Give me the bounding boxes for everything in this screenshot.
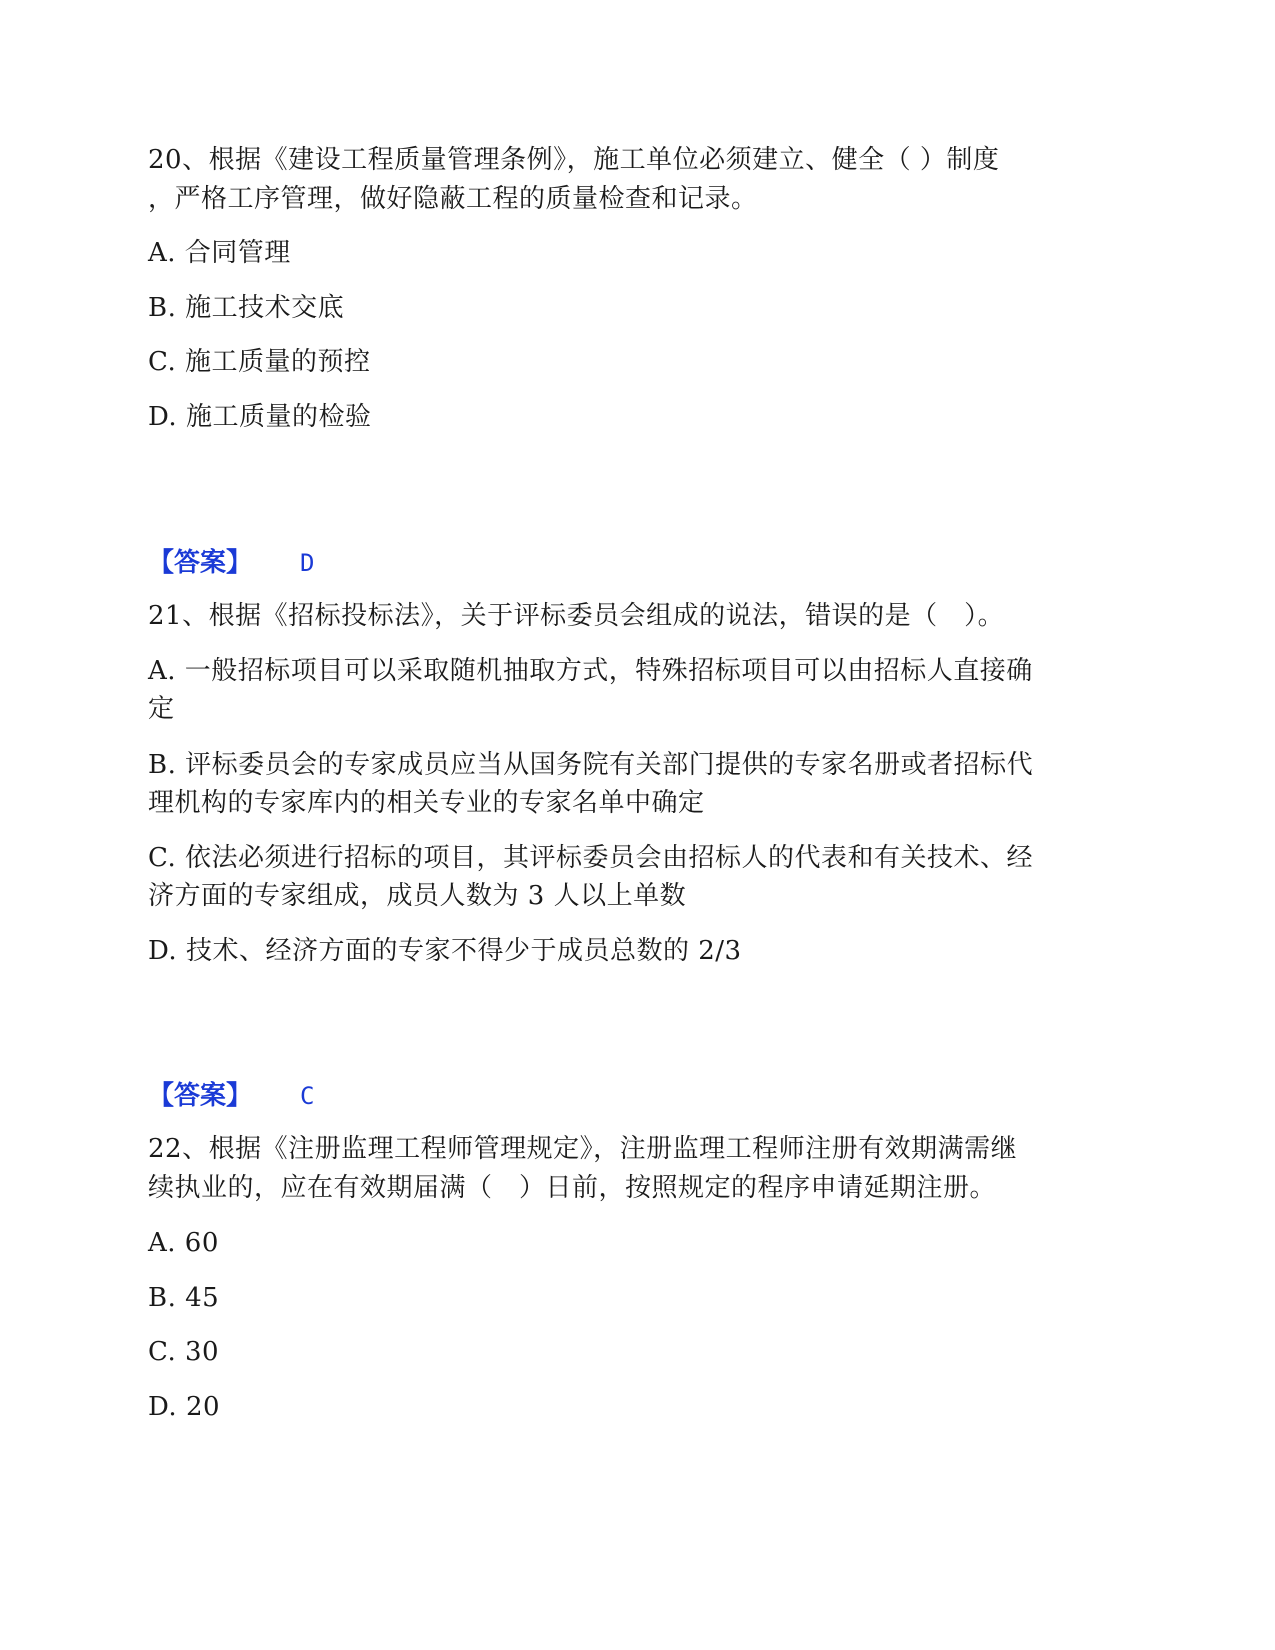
question-21-option-a-line-2: 定: [148, 694, 175, 724]
question-21-answer: [148, 1081, 314, 1111]
question-22-option-c: C. 30: [148, 1337, 220, 1367]
answer-label: 【答案】: [148, 1081, 253, 1111]
question-20-option-b: B. 施工技术交底: [148, 293, 345, 323]
question-20-option-c: C. 施工质量的预控: [148, 347, 371, 377]
answer-value: C: [300, 1082, 315, 1110]
answer-label: 【答案】: [148, 548, 253, 578]
question-20-option-d: D. 施工质量的检验: [148, 402, 372, 432]
question-22-option-a: A. 60: [148, 1228, 219, 1258]
question-22-stem-line-1: 22、根据《注册监理工程师管理规定》，注册监理工程师注册有效期满需继: [148, 1134, 1018, 1164]
question-21-stem-line-1: 21、根据《招标投标法》，关于评标委员会组成的说法，错误的是（ ）。: [148, 601, 1005, 631]
question-22-option-d: D. 20: [148, 1392, 221, 1422]
question-20-stem-line-1: 20、根据《建设工程质量管理条例》，施工单位必须建立、健全（ ）制度: [148, 145, 1000, 175]
answer-value: D: [300, 549, 315, 577]
question-21-option-b-line-2: 理机构的专家库内的相关专业的专家名单中确定: [148, 788, 705, 818]
question-21-option-d: D. 技术、经济方面的专家不得少于成员总数的 2/3: [148, 936, 742, 966]
question-20-answer: [148, 548, 314, 578]
question-22-stem-line-2: 续执业的，应在有效期届满（ ）日前，按照规定的程序申请延期注册。: [148, 1173, 997, 1203]
question-21-option-a-line-1: A. 一般招标项目可以采取随机抽取方式，特殊招标项目可以由招标人直接确: [148, 656, 1033, 686]
question-20-option-a: A. 合同管理: [148, 238, 291, 268]
question-20-stem-line-2: ，严格工序管理，做好隐蔽工程的质量检查和记录。: [148, 184, 758, 214]
question-21-option-c-line-1: C. 依法必须进行招标的项目，其评标委员会由招标人的代表和有关技术、经: [148, 843, 1033, 873]
question-22-option-b: B. 45: [148, 1283, 220, 1313]
question-21-option-c-line-2: 济方面的专家组成，成员人数为 3 人以上单数: [148, 881, 687, 911]
question-21-option-b-line-1: B. 评标委员会的专家成员应当从国务院有关部门提供的专家名册或者招标代: [148, 750, 1034, 780]
